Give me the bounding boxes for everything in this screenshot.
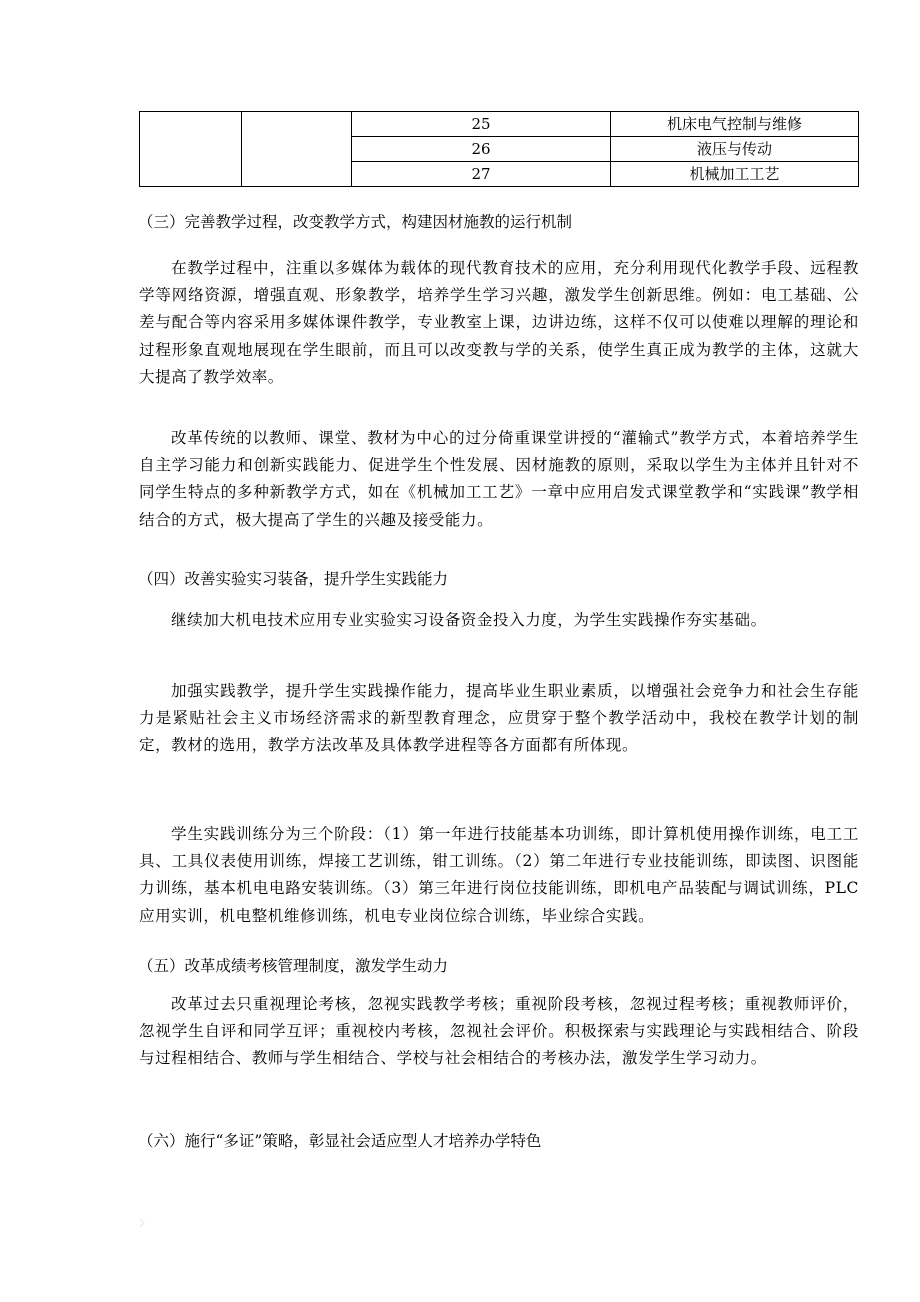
course-name: 机械加工工艺 — [611, 162, 859, 187]
section-heading-6: （六）施行“多证”策略，彰显社会适应型人才培养办学特色 — [138, 1132, 542, 1150]
section-heading-5: （五）改革成绩考核管理制度，激发学生动力 — [138, 957, 449, 975]
course-number: 27 — [352, 162, 611, 187]
section-heading-4: （四）改善实验实习装备，提升学生实践能力 — [138, 570, 449, 588]
page-mark-icon — [139, 1218, 145, 1228]
course-name: 液压与传动 — [611, 137, 859, 162]
table-cell-empty — [140, 112, 242, 187]
paragraph: 改革传统的以教师、课堂、教材为中心的过分倚重课堂讲授的“灌输式”教学方式，本着培养学生自主学习能力和创新实践能力、促进学生个性发展、因材施教的原则，采取以学生为主体并且针对不同学生特点的多种新教学方式，如在《机械加工工艺》一章中应用启发式课堂教学和“实践课”教学相结合的方式，极大提高了学生的兴趣及接受能力。 — [139, 429, 859, 529]
course-name: 机床电气控制与维修 — [611, 112, 859, 137]
table-row — [140, 112, 859, 137]
course-table — [139, 111, 859, 187]
paragraph: 改革过去只重视理论考核，忽视实践教学考核；重视阶段考核，忽视过程考核；重视教师评价，忽视学生自评和同学互评；重视校内考核，忽视社会评价。积极探索与实践理论与实践相结合、阶段与过程相结合、教师与学生相结合、学校与社会相结合的考核办法，激发学生学习动力。 — [139, 995, 859, 1068]
course-number: 25 — [352, 112, 611, 137]
paragraph: 学生实践训练分为三个阶段：（1）第一年进行技能基本功训练，即计算机使用操作训练，电工工具、工具仪表使用训练，焊接工艺训练，钳工训练。（2）第二年进行专业技能训练，即读图、识图能力训练，基本机电电路安装训练。（3）第三年进行岗位技能训练，即机电产品装配与调试训练，PLC应用实训，机电整机维修训练，机电专业岗位综合训练，毕业综合实践。 — [139, 825, 859, 925]
section-heading-3: （三）完善教学过程，改变教学方式，构建因材施教的运行机制 — [138, 213, 573, 231]
course-number: 26 — [352, 137, 611, 162]
paragraph: 加强实践教学，提升学生实践操作能力，提高毕业生职业素质，以增强社会竞争力和社会生存能力是紧贴社会主义市场经济需求的新型教育理念，应贯穿于整个教学活动中，我校在教学计划的制定，教材的选用，教学方法改革及具体教学进程等各方面都有所体现。 — [139, 682, 859, 755]
paragraph: 继续加大机电技术应用专业实验实习设备资金投入力度，为学生实践操作夯实基础。 — [171, 611, 767, 629]
table-cell-empty — [242, 112, 352, 187]
paragraph: 在教学过程中，注重以多媒体为载体的现代教育技术的应用，充分利用现代化教学手段、远程教学等网络资源，增强直观、形象教学，培养学生学习兴趣，激发学生创新思维。例如：电工基础、公差与配合等内容采用多媒体课件教学，专业教室上课，边讲边练，这样不仅可以使难以理解的理论和过程形象直观地展现在学生眼前，而且可以改变教与学的关系，使学生真正成为教学的主体，这就大大提高了教学效率。 — [139, 259, 859, 386]
